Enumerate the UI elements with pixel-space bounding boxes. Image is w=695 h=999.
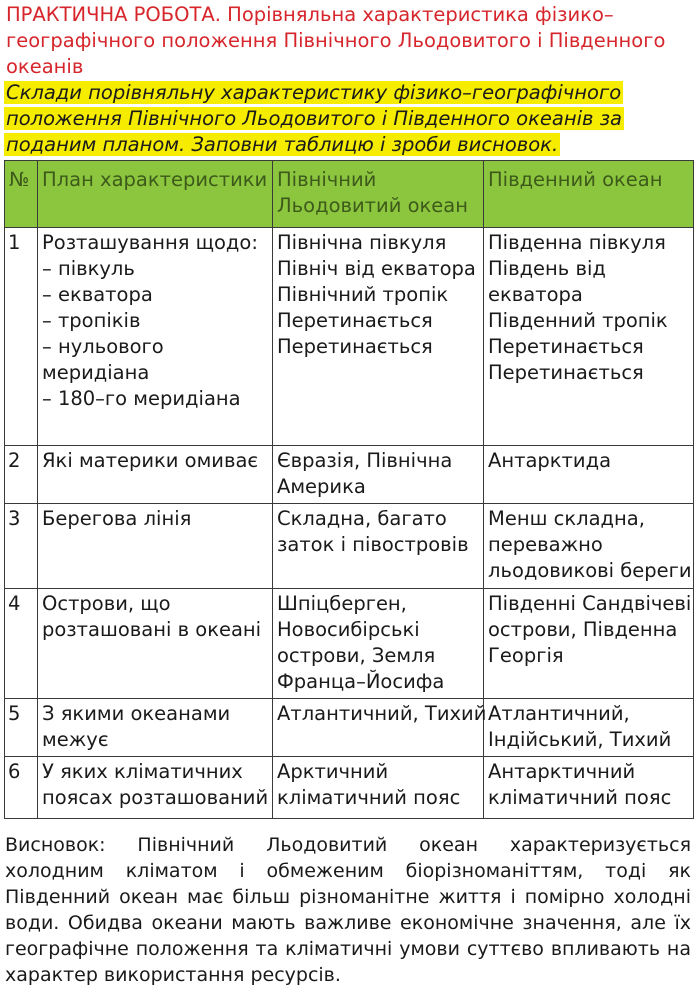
cell-plan bbox=[38, 228, 273, 446]
header-north: Північний Льодовитий океан bbox=[273, 161, 484, 228]
cell-line: Євразія, Північна bbox=[277, 449, 453, 472]
cell-line: Південний тропік bbox=[488, 309, 668, 332]
row-number: 3 bbox=[5, 504, 38, 589]
cell-line: – екватора bbox=[42, 283, 153, 306]
cell-line: острови, Південна bbox=[488, 618, 678, 641]
cell-plan bbox=[38, 757, 273, 819]
cell-line: Антарктида bbox=[488, 449, 612, 472]
cell-line: переважно bbox=[488, 533, 603, 556]
cell-line: Георгія bbox=[488, 644, 564, 667]
cell-plan bbox=[38, 699, 273, 757]
cell-line: – тропіків bbox=[42, 309, 141, 332]
comparison-table bbox=[4, 160, 694, 819]
cell-south bbox=[484, 504, 694, 589]
cell-plan bbox=[38, 589, 273, 699]
header-num: № bbox=[5, 161, 38, 228]
task-instructions bbox=[4, 80, 692, 158]
row-number: 4 bbox=[5, 589, 38, 699]
table-row bbox=[5, 228, 694, 446]
cell-line: Арктичний bbox=[277, 760, 389, 783]
cell-north bbox=[273, 757, 484, 819]
cell-line: льодовикові береги bbox=[488, 559, 692, 582]
cell-line: розташовані в океані bbox=[42, 618, 262, 641]
cell-north bbox=[273, 446, 484, 504]
cell-line: Менш складна, bbox=[488, 507, 645, 530]
cell-south bbox=[484, 446, 694, 504]
cell-line: – нульового bbox=[42, 335, 164, 358]
cell-plan bbox=[38, 446, 273, 504]
cell-line: Новосибірські bbox=[277, 618, 420, 641]
page-title: ПРАКТИЧНА РОБОТА. Порівняльна характеристика фізико–географічного положення Північного Льодовитого і Південного океанів bbox=[6, 3, 666, 78]
cell-line: Які материки омиває bbox=[42, 449, 259, 472]
cell-line: З якими океанами bbox=[42, 702, 231, 725]
cell-line: екватора bbox=[488, 283, 583, 306]
cell-line: Острови, що bbox=[42, 592, 171, 615]
cell-line: заток і півостровів bbox=[277, 533, 469, 556]
cell-line: Шпіцберген, bbox=[277, 592, 407, 615]
cell-line: меридіана bbox=[42, 361, 150, 384]
table-row bbox=[5, 446, 694, 504]
cell-south bbox=[484, 589, 694, 699]
cell-line: Америка bbox=[277, 475, 366, 498]
cell-line: Перетинається bbox=[277, 309, 433, 332]
cell-line: Північна півкуля bbox=[277, 231, 447, 254]
cell-line: Атлантичний, Тихий bbox=[277, 702, 487, 725]
task-text: Склади порівняльну характеристику фізико–географічного положення Північного Льодовитого і Південного океанів за поданим планом. Заповни таблицю і зроби висновок. bbox=[6, 81, 623, 156]
cell-line: Берегова лінія bbox=[42, 507, 192, 530]
cell-line: Атлантичний, bbox=[488, 702, 630, 725]
row-number: 2 bbox=[5, 446, 38, 504]
cell-line: острови, Земля bbox=[277, 644, 436, 667]
cell-line: Південні Сандвічеві bbox=[488, 592, 692, 615]
cell-line: Антарктичний bbox=[488, 760, 636, 783]
cell-south bbox=[484, 228, 694, 446]
table-row bbox=[5, 504, 694, 589]
header-plan: План характеристики bbox=[38, 161, 273, 228]
cell-line: кліматичний пояс bbox=[488, 786, 672, 809]
row-number: 1 bbox=[5, 228, 38, 446]
table-body bbox=[5, 228, 694, 819]
cell-line: Складна, багато bbox=[277, 507, 447, 530]
cell-north bbox=[273, 699, 487, 757]
cell-line: Перетинається bbox=[488, 335, 644, 358]
cell-north bbox=[273, 504, 484, 589]
cell-line: Франца–Йосифа bbox=[277, 670, 445, 693]
cell-line: кліматичний пояс bbox=[277, 786, 461, 809]
table-row bbox=[5, 589, 694, 699]
table-row bbox=[5, 699, 694, 757]
row-number: 5 bbox=[5, 699, 38, 757]
cell-line: Розташування щодо: bbox=[42, 231, 258, 254]
row-number: 6 bbox=[5, 757, 38, 819]
cell-line: – 180–го меридіана bbox=[42, 387, 241, 410]
cell-line: У яких кліматичних bbox=[42, 760, 243, 783]
cell-line: Південь від bbox=[488, 257, 606, 280]
cell-line: Перетинається bbox=[488, 361, 644, 384]
header-south: Південний океан bbox=[484, 161, 694, 228]
cell-line: поясах розташований bbox=[42, 786, 269, 809]
cell-line: – півкуль bbox=[42, 257, 135, 280]
cell-line: Північний тропік bbox=[277, 283, 449, 306]
table-header-row bbox=[5, 161, 694, 228]
cell-line: Індійський, Тихий bbox=[488, 728, 672, 751]
conclusion-text: Висновок: Північний Льодовитий океан характеризується холодним кліматом і обмеженим біорізноманіттям, тоді як Південний океан має більш різноманітне життя і помірно холодні води. Обидва океани мають важливе економічне значення, але їх географічне положення та кліматичні умови суттєво впливають на характер використання ресурсів. bbox=[5, 834, 691, 986]
cell-north bbox=[273, 228, 484, 446]
cell-south bbox=[484, 757, 694, 819]
cell-line: межує bbox=[42, 728, 109, 751]
cell-south bbox=[484, 699, 694, 757]
cell-north bbox=[273, 589, 484, 699]
table-row bbox=[5, 757, 694, 819]
cell-plan bbox=[38, 504, 273, 589]
cell-line: Перетинається bbox=[277, 335, 433, 358]
cell-line: Північ від екватора bbox=[277, 257, 476, 280]
cell-line: Південна півкуля bbox=[488, 231, 666, 254]
